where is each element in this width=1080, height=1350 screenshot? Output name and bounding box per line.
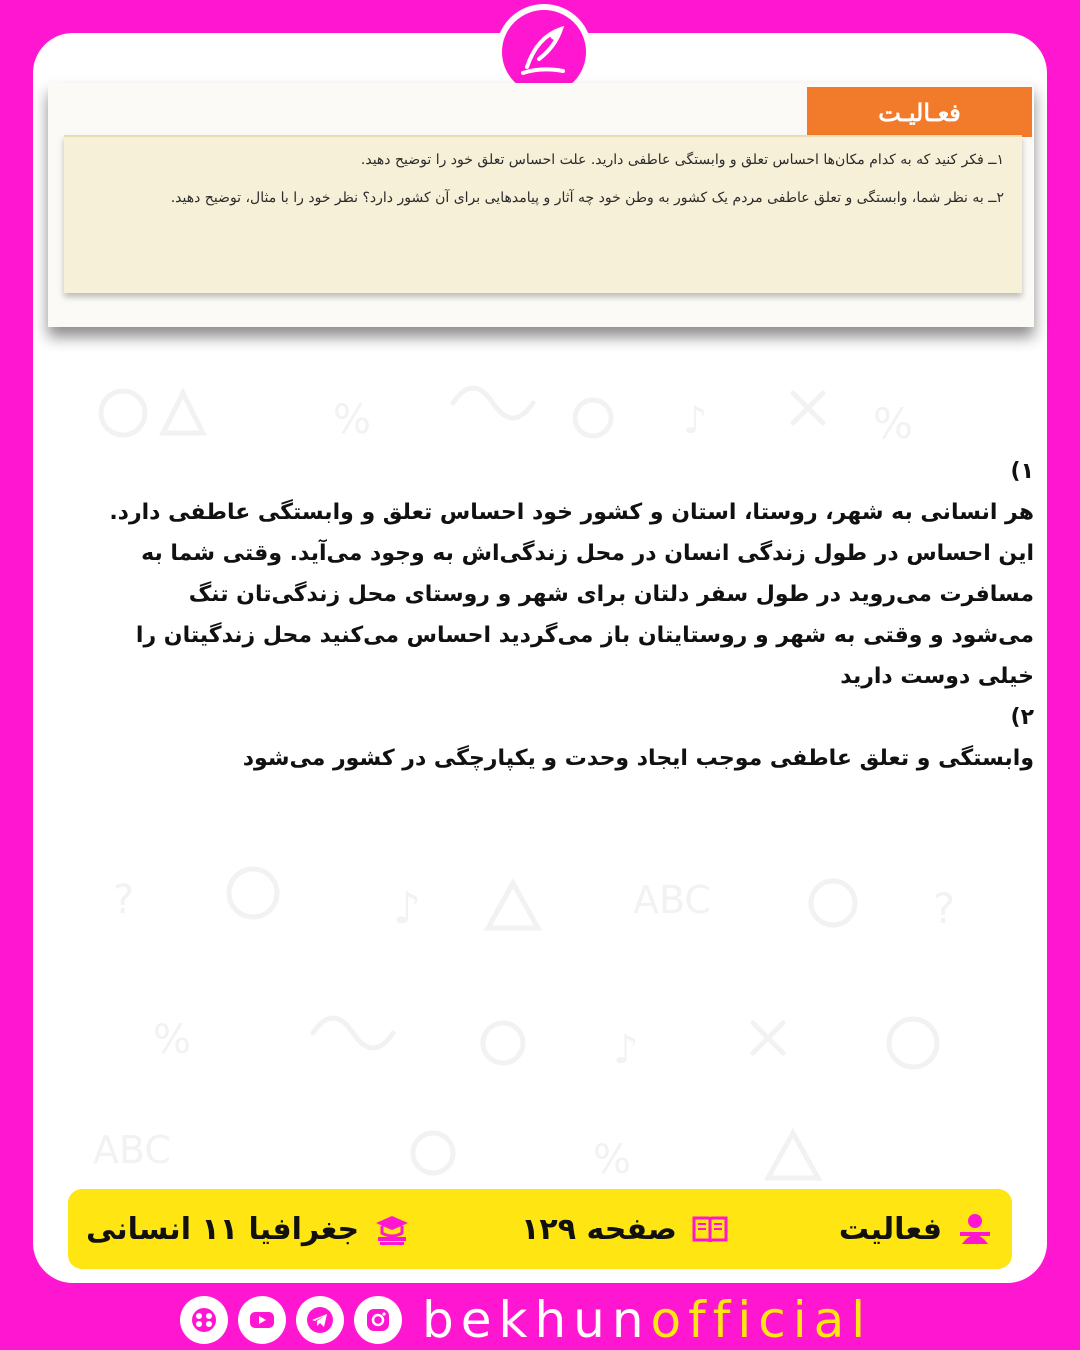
brand-handle-accent: official (650, 1291, 873, 1349)
youtube-icon (247, 1305, 277, 1335)
social-links (180, 1296, 402, 1344)
info-subject (86, 1210, 411, 1248)
brand-handle-main: bekhun (422, 1291, 651, 1349)
svg-text:%: % (153, 1017, 192, 1063)
answer-2-text: وابستگی و تعلق عاطفی موجب ایجاد وحدت و یکپارچگی در کشور می‌شود (242, 746, 1034, 771)
answer-1-number: ۱) (1010, 459, 1034, 484)
info-activity-label: فعالیت (838, 1211, 942, 1247)
svg-text:%: % (333, 397, 372, 443)
svg-text:♪: ♪ (683, 398, 708, 442)
info-page (521, 1210, 729, 1248)
question-2: ۲ــ به نظر شما، وابستگی و تعلق عاطفی مردم یک کشور به وطن خود چه آثار و پیامدهایی برای آن کشور دارد؟ نظر خود را با مثال، توضیح دهید. (170, 190, 1004, 206)
info-activity (839, 1210, 994, 1248)
answer-text (40, 451, 1034, 779)
open-book-icon (691, 1210, 729, 1248)
aparat-icon (189, 1305, 219, 1335)
answer-1-line: خیلی دوست دارید (840, 664, 1034, 689)
svg-text:♪: ♪ (393, 883, 422, 934)
activity-heading: فعـالیـت (807, 87, 1032, 137)
instagram-icon (363, 1305, 393, 1335)
question-1: ۱ــ فکر کنید که به کدام مکان‌ها احساس تعلق و وابستگی عاطفی دارید. علت احساس تعلق خود را توضیح دهید. (360, 152, 1004, 168)
graduation-cap-icon (373, 1210, 411, 1248)
svg-text:?: ? (933, 884, 956, 933)
teacher-icon (956, 1210, 994, 1248)
info-page-label: صفحه ۱۲۹ (521, 1211, 677, 1247)
brand-handle (422, 1290, 872, 1350)
aparat-link[interactable] (180, 1296, 228, 1344)
youtube-link[interactable] (238, 1296, 286, 1344)
instagram-link[interactable] (354, 1296, 402, 1344)
activity-questions (64, 135, 1022, 293)
answer-1-line: هر انسانی به شهر، روستا، استان و کشور خود احساس تعلق و وابستگی عاطفی دارد. (109, 500, 1034, 525)
answer-2-number: ۲) (1010, 705, 1034, 730)
svg-text:ABC: ABC (93, 1128, 171, 1172)
answer-1-line: این احساس در طول زندگی انسان در محل زندگی‌اش به وجود می‌آید. وقتی شما به (141, 541, 1034, 566)
svg-text:%: % (873, 399, 913, 448)
answer-1-line: می‌شود و وقتی به شهر و روستایتان باز می‌گردید احساس می‌کنید محل زندگیتان را (135, 623, 1034, 648)
quill-logo-icon (509, 17, 579, 87)
info-bar (68, 1189, 1012, 1269)
answer-1-line: مسافرت می‌روید در طول سفر دلتان برای شهر و روستای محل زندگی‌تان تنگ (188, 582, 1034, 607)
telegram-icon (305, 1305, 335, 1335)
svg-text:♪: ♪ (613, 1027, 639, 1073)
telegram-link[interactable] (296, 1296, 344, 1344)
svg-text:ABC: ABC (633, 878, 711, 922)
info-subject-label: جغرافیا ۱۱ انسانی (86, 1211, 360, 1247)
textbook-scan (48, 83, 1034, 327)
svg-text:%: % (593, 1137, 632, 1183)
svg-text:?: ? (113, 877, 135, 923)
footer (180, 1290, 920, 1350)
